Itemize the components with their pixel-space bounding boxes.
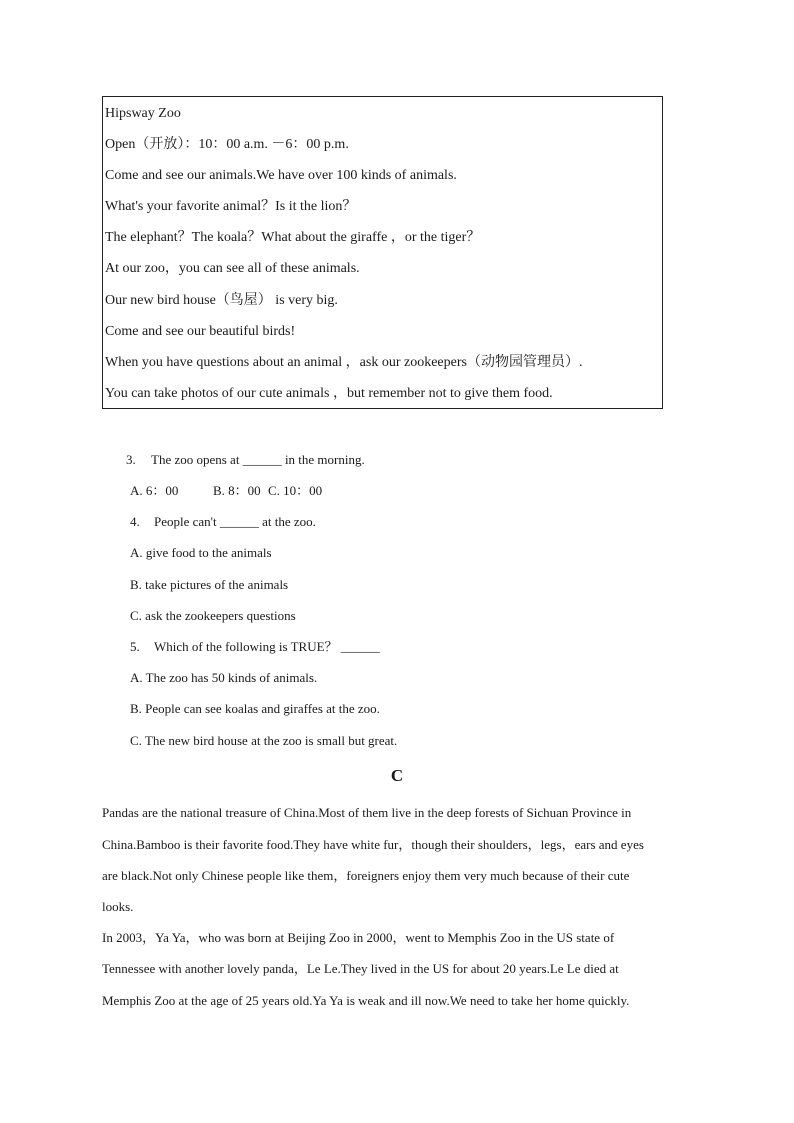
question-4-option-b: B. take pictures of the animals — [130, 577, 289, 592]
notice-line-hours: Open（开放）：10：00 a.m. －6：00 p.m. — [105, 137, 349, 152]
passage-line: China.Bamboo is their favorite food.They have white fur，though their shoulders，legs，ears and eyes — [102, 837, 644, 852]
question-number: 4. — [130, 514, 140, 529]
passage-line: are black.Not only Chinese people like them，foreigners enjoy them very much because of their cute — [102, 868, 630, 883]
zoo-notice-box — [102, 96, 663, 409]
notice-line: When you have questions about an animal ，ask our zookeepers（动物园管理员）. — [105, 355, 583, 370]
question-number: 3. — [126, 452, 136, 467]
notice-line: What's your favorite animal？Is it the lion？ — [105, 199, 357, 214]
passage-line: looks. — [102, 899, 134, 914]
question-4-option-c: C. ask the zookeepers questions — [130, 608, 296, 623]
notice-line: Come and see our beautiful birds! — [105, 324, 296, 339]
passage-line: Tennessee with another lovely panda，Le Le.They lived in the US for about 20 years.Le Le died at — [102, 961, 619, 976]
question-4-option-a: A. give food to the animals — [130, 545, 272, 560]
notice-title: Hipsway Zoo — [105, 106, 181, 121]
question-5-option-b: B. People can see koalas and giraffes at the zoo. — [130, 701, 380, 716]
notice-line: Come and see our animals.We have over 100 kinds of animals. — [105, 168, 457, 183]
notice-line: You can take photos of our cute animals ，but remember not to give them food. — [105, 386, 553, 401]
question-5-text: Which of the following is TRUE？ ______ — [154, 639, 380, 654]
question-3-option-a: A. 6：00 — [130, 483, 179, 498]
question-4-text: People can't ______ at the zoo. — [154, 514, 316, 529]
notice-line: At our zoo，you can see all of these animals. — [105, 261, 360, 276]
section-heading: C — [390, 766, 404, 785]
passage-line: Memphis Zoo at the age of 25 years old.Ya Ya is weak and ill now.We need to take her home quickly. — [102, 993, 630, 1008]
question-number: 5. — [130, 639, 140, 654]
passage-line: In 2003，Ya Ya，who was born at Beijing Zoo in 2000，went to Memphis Zoo in the US state of — [102, 930, 615, 945]
question-5-option-c: C. The new bird house at the zoo is small but great. — [130, 733, 398, 748]
question-3-option-b: B. 8：00 — [213, 483, 261, 498]
question-3-option-c: C. 10：00 — [268, 483, 323, 498]
passage-line: Pandas are the national treasure of China.Most of them live in the deep forests of Sichuan Province in — [102, 805, 632, 820]
question-3-text: The zoo opens at ______ in the morning. — [151, 452, 365, 467]
question-5-option-a: A. The zoo has 50 kinds of animals. — [130, 670, 318, 685]
notice-line: The elephant？The koala？What about the giraffe ，or the tiger？ — [105, 230, 481, 245]
notice-line: Our new bird house（鸟屋） is very big. — [105, 293, 338, 308]
